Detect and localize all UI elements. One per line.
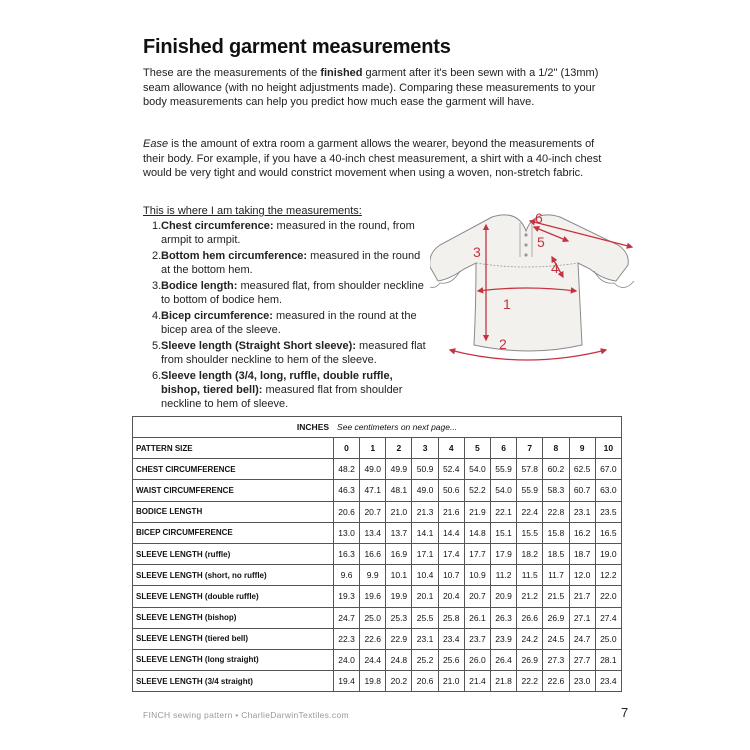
table-cell: 26.4 bbox=[490, 649, 516, 670]
table-cell: 15.5 bbox=[517, 522, 543, 543]
table-cell: 14.4 bbox=[438, 522, 464, 543]
table-cell: 22.8 bbox=[543, 501, 569, 522]
table-cell: 22.4 bbox=[517, 501, 543, 522]
row-label: SLEEVE LENGTH (ruffle) bbox=[133, 543, 334, 564]
table-cell: 18.2 bbox=[517, 543, 543, 564]
table-cell: 50.6 bbox=[438, 480, 464, 501]
intro-bold-word: finished bbox=[320, 67, 363, 79]
page-title: Finished garment measurements bbox=[143, 36, 451, 58]
table-cell: 21.2 bbox=[517, 586, 543, 607]
table-cell: 21.4 bbox=[464, 671, 490, 692]
table-cell: 10.7 bbox=[438, 565, 464, 586]
table-cell: 25.6 bbox=[438, 649, 464, 670]
intro-text-after: garment after it's been sewn with a 1/2" (13mm) seam allowance (with no height adjustments made). Comparing these measurements to your body measurements can help you predict how much ease the garment will have. bbox=[143, 67, 599, 108]
list-item bbox=[152, 369, 427, 411]
intro-text-before: These are the measurements of the bbox=[143, 67, 321, 79]
table-cell: 10.9 bbox=[464, 565, 490, 586]
table-cell: 17.4 bbox=[438, 543, 464, 564]
table-cell: 22.6 bbox=[360, 628, 386, 649]
table-cell: 49.9 bbox=[386, 459, 412, 480]
table-cell: 21.3 bbox=[412, 501, 438, 522]
table-cell: 57.8 bbox=[517, 459, 543, 480]
list-item-number: 5. bbox=[152, 340, 162, 352]
size-header-cell: 2 bbox=[386, 438, 412, 459]
table-cell: 26.9 bbox=[543, 607, 569, 628]
table-cell: 25.8 bbox=[438, 607, 464, 628]
table-cell: 23.4 bbox=[438, 628, 464, 649]
table-cell: 47.1 bbox=[360, 480, 386, 501]
ease-term: Ease bbox=[143, 138, 169, 150]
table-row bbox=[133, 671, 622, 692]
list-item-text: measured flat from shoulder neckline to hem of the sleeve. bbox=[161, 340, 426, 366]
list-item bbox=[152, 339, 427, 367]
table-cell: 26.1 bbox=[464, 607, 490, 628]
table-cell: 19.3 bbox=[333, 586, 359, 607]
table-cell: 23.9 bbox=[490, 628, 516, 649]
row-label: BODICE LENGTH bbox=[133, 501, 334, 522]
table-cell: 23.1 bbox=[569, 501, 595, 522]
units-row bbox=[133, 417, 622, 438]
button bbox=[524, 233, 527, 236]
measurement-list-title: This is where I am taking the measurements: bbox=[143, 205, 362, 217]
size-header-cell: 6 bbox=[490, 438, 516, 459]
table-cell: 16.3 bbox=[333, 543, 359, 564]
table-cell: 10.1 bbox=[386, 565, 412, 586]
table-cell: 26.3 bbox=[490, 607, 516, 628]
table-cell: 23.1 bbox=[412, 628, 438, 649]
table-cell: 17.1 bbox=[412, 543, 438, 564]
table-cell: 48.2 bbox=[333, 459, 359, 480]
table-cell: 10.4 bbox=[412, 565, 438, 586]
table-cell: 27.7 bbox=[569, 649, 595, 670]
table-row bbox=[133, 480, 622, 501]
table-cell: 54.0 bbox=[490, 480, 516, 501]
size-header-cell: 1 bbox=[360, 438, 386, 459]
table-cell: 15.8 bbox=[543, 522, 569, 543]
list-item bbox=[152, 279, 427, 307]
table-cell: 16.6 bbox=[360, 543, 386, 564]
table-cell: 24.2 bbox=[517, 628, 543, 649]
units-note: See centimeters on next page... bbox=[337, 422, 458, 432]
table-cell: 26.0 bbox=[464, 649, 490, 670]
list-item-number: 3. bbox=[152, 280, 162, 292]
table-cell: 60.7 bbox=[569, 480, 595, 501]
arrow-hem bbox=[450, 350, 606, 360]
size-header-cell: 9 bbox=[569, 438, 595, 459]
table-cell: 21.5 bbox=[543, 586, 569, 607]
table-cell: 25.5 bbox=[412, 607, 438, 628]
table-cell: 15.1 bbox=[490, 522, 516, 543]
size-header-cell: 8 bbox=[543, 438, 569, 459]
table-cell: 55.9 bbox=[490, 459, 516, 480]
table-cell: 12.0 bbox=[569, 565, 595, 586]
table-cell: 24.0 bbox=[333, 649, 359, 670]
size-header-cell: 3 bbox=[412, 438, 438, 459]
table-cell: 27.3 bbox=[543, 649, 569, 670]
table-cell: 24.5 bbox=[543, 628, 569, 649]
units-cell bbox=[133, 417, 622, 438]
table-cell: 22.3 bbox=[333, 628, 359, 649]
table-cell: 62.5 bbox=[569, 459, 595, 480]
intro-paragraph bbox=[143, 66, 613, 110]
table-cell: 27.1 bbox=[569, 607, 595, 628]
table-cell: 25.0 bbox=[595, 628, 621, 649]
table-cell: 23.5 bbox=[595, 501, 621, 522]
page-number: 7 bbox=[621, 705, 629, 720]
list-item-number: 2. bbox=[152, 250, 162, 262]
table-cell: 24.7 bbox=[333, 607, 359, 628]
list-item-number: 4. bbox=[152, 310, 162, 322]
table-cell: 50.9 bbox=[412, 459, 438, 480]
units-label: INCHES bbox=[296, 422, 330, 432]
header-label: PATTERN SIZE bbox=[133, 438, 334, 459]
list-item-text: measured in the round, from armpit to armpit. bbox=[161, 220, 415, 246]
diagram-label: 3 bbox=[473, 244, 481, 260]
row-label: SLEEVE LENGTH (long straight) bbox=[133, 649, 334, 670]
diagram-label: 4 bbox=[551, 260, 559, 276]
table-row bbox=[133, 501, 622, 522]
table-cell: 24.8 bbox=[386, 649, 412, 670]
table-cell: 52.4 bbox=[438, 459, 464, 480]
table-cell: 13.0 bbox=[333, 522, 359, 543]
table-row bbox=[133, 586, 622, 607]
table-cell: 19.0 bbox=[595, 543, 621, 564]
table-row bbox=[133, 522, 622, 543]
table-cell: 28.1 bbox=[595, 649, 621, 670]
table-header-row bbox=[133, 438, 622, 459]
table-cell: 67.0 bbox=[595, 459, 621, 480]
measurements-table bbox=[132, 416, 622, 692]
size-header-cell: 10 bbox=[595, 438, 621, 459]
table-cell: 20.7 bbox=[464, 586, 490, 607]
row-label: WAIST CIRCUMFERENCE bbox=[133, 480, 334, 501]
table-cell: 11.5 bbox=[517, 565, 543, 586]
table-cell: 25.2 bbox=[412, 649, 438, 670]
table-cell: 22.0 bbox=[595, 586, 621, 607]
table-cell: 21.0 bbox=[386, 501, 412, 522]
table-cell: 12.2 bbox=[595, 565, 621, 586]
table-row bbox=[133, 628, 622, 649]
table-cell: 23.4 bbox=[595, 671, 621, 692]
table-cell: 16.9 bbox=[386, 543, 412, 564]
table-cell: 49.0 bbox=[412, 480, 438, 501]
table-cell: 26.6 bbox=[517, 607, 543, 628]
table-cell: 20.2 bbox=[386, 671, 412, 692]
blouse-shape bbox=[430, 215, 628, 351]
size-header-cell: 5 bbox=[464, 438, 490, 459]
table-cell: 19.6 bbox=[360, 586, 386, 607]
list-item-term: Sleeve length (3/4, long, ruffle, double ruffle, bishop, tiered bell): bbox=[161, 370, 393, 396]
table-cell: 26.9 bbox=[517, 649, 543, 670]
list-item-term: Bicep circumference: bbox=[161, 310, 273, 322]
table-cell: 13.4 bbox=[360, 522, 386, 543]
table-cell: 46.3 bbox=[333, 480, 359, 501]
table-cell: 58.3 bbox=[543, 480, 569, 501]
list-item bbox=[152, 249, 427, 277]
table-cell: 19.8 bbox=[360, 671, 386, 692]
list-item bbox=[152, 309, 427, 337]
list-item bbox=[152, 219, 427, 247]
table-cell: 13.7 bbox=[386, 522, 412, 543]
list-item-number: 6. bbox=[152, 370, 162, 382]
table-cell: 11.2 bbox=[490, 565, 516, 586]
table-cell: 17.9 bbox=[490, 543, 516, 564]
footer: FINCH sewing pattern • CharlieDarwinTextiles.com bbox=[143, 710, 349, 720]
table-cell: 27.4 bbox=[595, 607, 621, 628]
table-cell: 20.6 bbox=[333, 501, 359, 522]
table-cell: 21.8 bbox=[490, 671, 516, 692]
row-label: CHEST CIRCUMFERENCE bbox=[133, 459, 334, 480]
table-cell: 16.5 bbox=[595, 522, 621, 543]
row-label: SLEEVE LENGTH (double ruffle) bbox=[133, 586, 334, 607]
table-cell: 55.9 bbox=[517, 480, 543, 501]
list-item-term: Bodice length: bbox=[161, 280, 238, 292]
list-item-text: measured in the round at the bottom hem. bbox=[161, 250, 421, 276]
diagram-label: 5 bbox=[537, 234, 545, 250]
size-header-cell: 0 bbox=[333, 438, 359, 459]
table-cell: 21.6 bbox=[438, 501, 464, 522]
table-cell: 24.4 bbox=[360, 649, 386, 670]
table-cell: 20.7 bbox=[360, 501, 386, 522]
table-cell: 22.2 bbox=[517, 671, 543, 692]
table-cell: 54.0 bbox=[464, 459, 490, 480]
table-cell: 20.4 bbox=[438, 586, 464, 607]
size-header-cell: 4 bbox=[438, 438, 464, 459]
table-cell: 16.2 bbox=[569, 522, 595, 543]
table-cell: 52.2 bbox=[464, 480, 490, 501]
row-label: BICEP CIRCUMFERENCE bbox=[133, 522, 334, 543]
table-cell: 19.9 bbox=[386, 586, 412, 607]
list-item-number: 1. bbox=[152, 220, 162, 232]
row-label: SLEEVE LENGTH (short, no ruffle) bbox=[133, 565, 334, 586]
table-cell: 20.1 bbox=[412, 586, 438, 607]
table-cell: 20.9 bbox=[490, 586, 516, 607]
table-cell: 23.7 bbox=[464, 628, 490, 649]
table-cell: 9.9 bbox=[360, 565, 386, 586]
table-cell: 25.0 bbox=[360, 607, 386, 628]
ease-text: is the amount of extra room a garment allows the wearer, beyond the measurements of their body. For example, if you have a 40-inch chest measurement, a shirt with a 40-inch chest would be very tight and would constrict movement when using a woven, non-stretch fabric. bbox=[143, 138, 602, 179]
table-cell: 63.0 bbox=[595, 480, 621, 501]
diagram-label: 2 bbox=[499, 336, 507, 352]
table-row bbox=[133, 543, 622, 564]
table-cell: 19.4 bbox=[333, 671, 359, 692]
row-label: SLEEVE LENGTH (3/4 straight) bbox=[133, 671, 334, 692]
table-cell: 18.7 bbox=[569, 543, 595, 564]
list-item-term: Chest circumference: bbox=[161, 220, 274, 232]
table-cell: 25.3 bbox=[386, 607, 412, 628]
list-item-term: Sleeve length (Straight Short sleeve): bbox=[161, 340, 356, 352]
diagram-label: 6 bbox=[535, 210, 543, 226]
row-label: SLEEVE LENGTH (bishop) bbox=[133, 607, 334, 628]
table-cell: 20.6 bbox=[412, 671, 438, 692]
diagram-label: 1 bbox=[503, 296, 511, 312]
garment-measurement-diagram bbox=[430, 205, 635, 370]
table-cell: 21.7 bbox=[569, 586, 595, 607]
size-header-cell: 7 bbox=[517, 438, 543, 459]
table-cell: 49.0 bbox=[360, 459, 386, 480]
table-cell: 14.8 bbox=[464, 522, 490, 543]
table-cell: 48.1 bbox=[386, 480, 412, 501]
table-cell: 11.7 bbox=[543, 565, 569, 586]
table-cell: 9.6 bbox=[333, 565, 359, 586]
table-cell: 18.5 bbox=[543, 543, 569, 564]
table-cell: 17.7 bbox=[464, 543, 490, 564]
table-cell: 22.9 bbox=[386, 628, 412, 649]
table-cell: 23.0 bbox=[569, 671, 595, 692]
list-item-text: measured in the round at the bicep area of the sleeve. bbox=[161, 310, 417, 336]
table-cell: 14.1 bbox=[412, 522, 438, 543]
table-row bbox=[133, 459, 622, 480]
list-item-text: measured flat, from shoulder neckline to bottom of bodice hem. bbox=[161, 280, 424, 306]
table-cell: 21.0 bbox=[438, 671, 464, 692]
button bbox=[524, 253, 527, 256]
measurement-list bbox=[152, 219, 427, 413]
table-cell: 24.7 bbox=[569, 628, 595, 649]
table-cell: 60.2 bbox=[543, 459, 569, 480]
button bbox=[524, 243, 527, 246]
table-cell: 22.6 bbox=[543, 671, 569, 692]
table-cell: 22.1 bbox=[490, 501, 516, 522]
ease-paragraph bbox=[143, 137, 613, 181]
list-item-text: measured flat from shoulder neckline to hem of sleeve. bbox=[161, 384, 403, 410]
table-row bbox=[133, 649, 622, 670]
table-row bbox=[133, 607, 622, 628]
list-item-term: Bottom hem circumference: bbox=[161, 250, 308, 262]
table-cell: 21.9 bbox=[464, 501, 490, 522]
table-row bbox=[133, 565, 622, 586]
row-label: SLEEVE LENGTH (tiered bell) bbox=[133, 628, 334, 649]
